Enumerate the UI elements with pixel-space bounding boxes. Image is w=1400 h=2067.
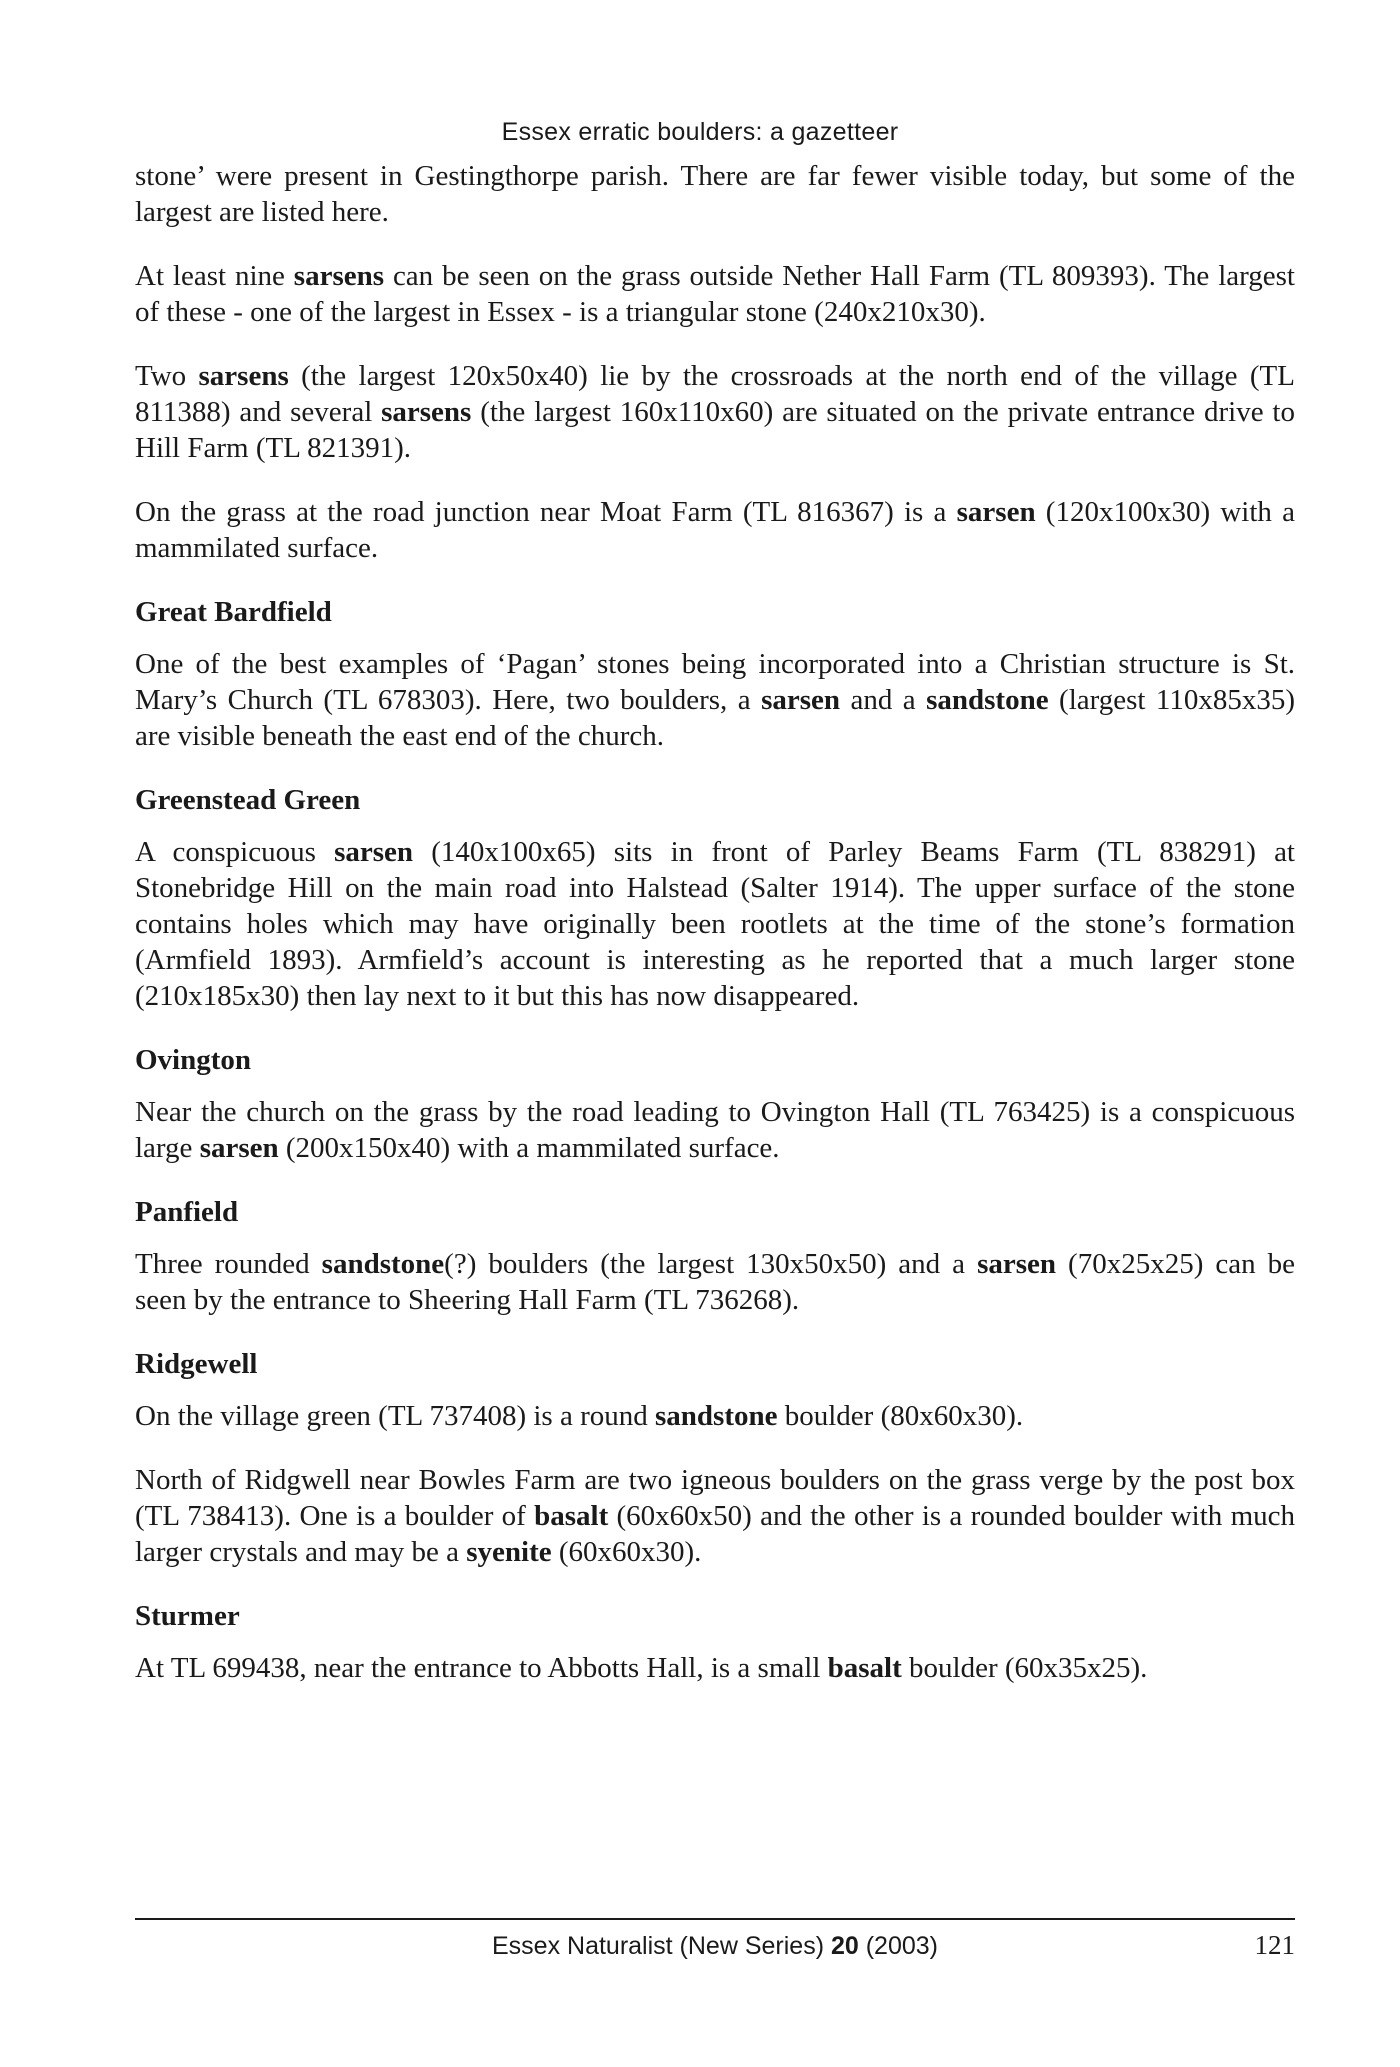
rock-type-term: sarsens xyxy=(381,396,472,428)
text-run: (60x60x50) and the other is a rounded boulder with much larger crystals and may be a xyxy=(135,1500,1295,1568)
text-run: boulder (60x35x25). xyxy=(901,1652,1148,1684)
text-run: Two xyxy=(135,360,199,392)
rock-type-term: sarsens xyxy=(293,260,385,292)
body-paragraph xyxy=(135,494,1295,566)
text-run: (60x60x30). xyxy=(551,1536,702,1568)
body-paragraph xyxy=(135,358,1295,466)
rock-type-term: basalt xyxy=(827,1652,902,1684)
page-number: 121 xyxy=(1254,1930,1295,1960)
publication-year: (2003) xyxy=(858,1932,938,1960)
volume-number: 20 xyxy=(830,1932,859,1960)
text-run: stone’ were present in Gestingthorpe parish. There are far fewer visible today, but some of the largest are listed here. xyxy=(135,160,1295,228)
body-paragraph xyxy=(135,258,1295,330)
text-run: (?) boulders (the largest 130x50x50) and a xyxy=(444,1248,978,1280)
text-run: North of Ridgwell near Bowles Farm are two igneous boulders on the grass verge by the post box (TL 738413). One is a boulder of xyxy=(135,1464,1295,1532)
text-run: At least nine xyxy=(135,260,294,292)
section-heading: Sturmer xyxy=(135,1600,240,1632)
text-run: At TL 699438, near the entrance to Abbotts Hall, is a small xyxy=(135,1652,828,1684)
rock-type-term: sarsens xyxy=(198,360,289,392)
text-run: (largest 110x85x35) are visible beneath the east end of the church. xyxy=(135,684,1295,752)
rock-type-term: basalt xyxy=(534,1500,609,1532)
journal-citation xyxy=(135,1932,1295,1961)
text-run: (the largest 120x50x40) lie by the crossroads at the north end of the village (TL 811388) and several xyxy=(135,360,1295,428)
text-run: (the largest 160x110x60) are situated on the private entrance drive to Hill Farm (TL 821391). xyxy=(135,396,1295,464)
article-body xyxy=(135,158,1295,1714)
text-run: One of the best examples of ‘Pagan’ stones being incorporated into a Christian structure is St. Mary’s Church (TL 678303). Here, two boulders, a xyxy=(135,648,1295,716)
rock-type-term: sandstone xyxy=(654,1400,778,1432)
body-paragraph xyxy=(135,646,1295,754)
rock-type-term: sandstone xyxy=(321,1248,445,1280)
text-run: (140x100x65) sits in front of Parley Beams Farm (TL 838291) at Stonebridge Hill on the main road into Halstead (Salter 1914). The upper surface of the stone contains holes which may have originally been rootlets at the time of the stone’s formation (Armfield 1893). Armfield’s account is interesting as he reported that a much larger stone (210x185x30) then lay next to it but this has now disappeared. xyxy=(135,836,1295,1012)
text-run: On the village green (TL 737408) is a round xyxy=(135,1400,655,1432)
rock-type-term: sarsen xyxy=(761,684,841,716)
body-paragraph xyxy=(135,1246,1295,1318)
footer-rule xyxy=(135,1918,1295,1920)
text-run: A conspicuous xyxy=(135,836,335,868)
text-run: (70x25x25) can be seen by the entrance to Sheering Hall Farm (TL 736268). xyxy=(135,1248,1295,1316)
text-run: (120x100x30) with a mammilated surface. xyxy=(135,496,1295,564)
section-heading: Greenstead Green xyxy=(135,784,361,816)
rock-type-term: sarsen xyxy=(956,496,1036,528)
section-heading: Great Bardfield xyxy=(135,596,332,628)
body-paragraph xyxy=(135,1398,1295,1434)
journal-name: Essex Naturalist (New Series) xyxy=(491,1932,831,1960)
rock-type-term: syenite xyxy=(466,1536,552,1568)
section-heading: Ridgewell xyxy=(135,1348,258,1380)
page-footer xyxy=(135,1932,1295,1968)
text-run: can be seen on the grass outside Nether Hall Farm (TL 809393). The largest of these - one of the largest in Essex - is a triangular stone (240x210x30). xyxy=(135,260,1295,328)
section-heading: Ovington xyxy=(135,1044,252,1076)
section-heading: Panfield xyxy=(135,1196,239,1228)
text-run: On the grass at the road junction near Moat Farm (TL 816367) is a xyxy=(135,496,957,528)
rock-type-term: sarsen xyxy=(977,1248,1057,1280)
body-paragraph xyxy=(135,1650,1295,1686)
body-paragraph xyxy=(135,1462,1295,1570)
text-run: (200x150x40) with a mammilated surface. xyxy=(278,1132,780,1164)
text-run: boulder (80x60x30). xyxy=(777,1400,1024,1432)
rock-type-term: sarsen xyxy=(199,1132,279,1164)
running-header: Essex erratic boulders: a gazetteer xyxy=(501,118,899,146)
rock-type-term: sarsen xyxy=(334,836,414,868)
rock-type-term: sandstone xyxy=(926,684,1049,716)
text-run: Near the church on the grass by the road leading to Ovington Hall (TL 763425) is a conspicuous large xyxy=(135,1096,1295,1164)
text-run: Three rounded xyxy=(135,1248,322,1280)
body-paragraph xyxy=(135,1094,1295,1166)
body-paragraph xyxy=(135,158,1295,230)
body-paragraph xyxy=(135,834,1295,1014)
text-run: and a xyxy=(840,684,927,716)
